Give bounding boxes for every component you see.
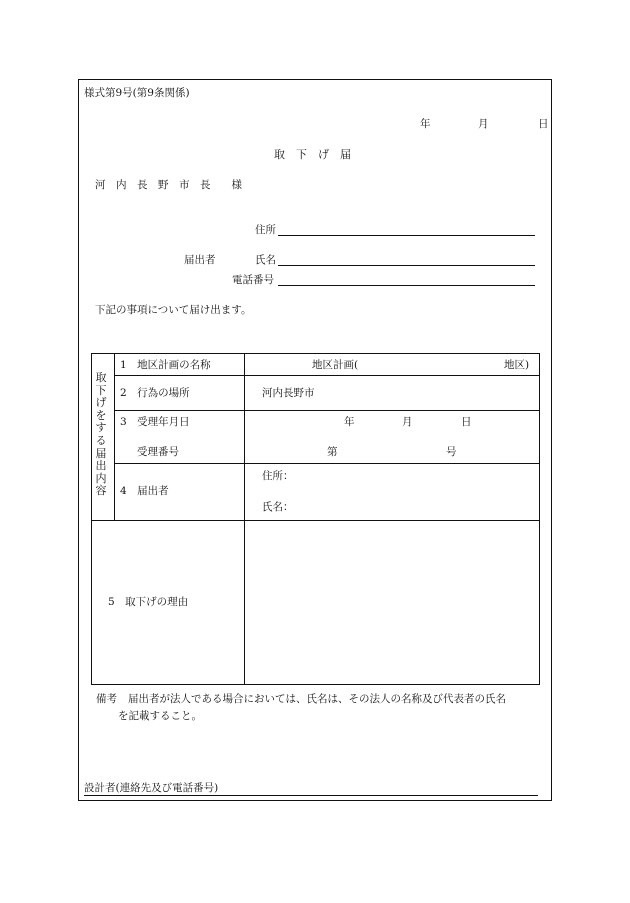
name-field[interactable] bbox=[278, 265, 535, 266]
row3-month: 月 bbox=[402, 416, 413, 428]
page-title: 取 下 げ 届 bbox=[274, 148, 351, 161]
row3-day: 日 bbox=[461, 416, 472, 428]
table-divider bbox=[114, 375, 540, 376]
table-side-label: 取下げをする届出内容 bbox=[95, 371, 107, 498]
row4-address-label: 住所： bbox=[262, 470, 294, 482]
table-divider bbox=[114, 353, 115, 520]
details-table bbox=[91, 353, 540, 685]
phone-label: 電話番号 bbox=[232, 274, 274, 286]
intro-text: 下記の事項について届け出ます。 bbox=[95, 304, 252, 316]
date-year: 年 bbox=[420, 118, 431, 130]
table-divider bbox=[91, 520, 540, 521]
name-label: 氏名 bbox=[255, 254, 276, 266]
remarks-heading: 備考 bbox=[96, 693, 117, 705]
form-number: 様式第9号(第9条関係) bbox=[84, 87, 190, 99]
row5-label: 5 取下げの理由 bbox=[108, 596, 189, 608]
table-divider bbox=[244, 353, 245, 685]
row3-num-prefix: 第 bbox=[327, 446, 338, 458]
table-divider bbox=[114, 463, 540, 464]
row3-year: 年 bbox=[344, 416, 355, 428]
row3-label: 3 受理年月日 bbox=[120, 416, 190, 428]
addressee: 河 内 長 野 市 長 様 bbox=[95, 179, 242, 191]
designer-field[interactable] bbox=[84, 795, 538, 796]
address-field[interactable] bbox=[278, 235, 535, 236]
remarks-line1: 届出者が法人である場合においては、氏名は、その法人の名称及び代表者の氏名 bbox=[128, 693, 506, 705]
row2-label: 2 行為の場所 bbox=[120, 387, 190, 399]
remarks-line2: を記載すること。 bbox=[118, 710, 202, 722]
date-month: 月 bbox=[478, 118, 489, 130]
row1-value-prefix: 地区計画( bbox=[312, 359, 359, 371]
applicant-label: 届出者 bbox=[184, 254, 216, 266]
row2-value: 河内長野市 bbox=[262, 387, 315, 399]
row3-sub-label: 受理番号 bbox=[137, 446, 179, 458]
address-label: 住所 bbox=[255, 224, 276, 236]
row4-name-label: 氏名： bbox=[262, 501, 294, 513]
row3-num-suffix: 号 bbox=[446, 446, 457, 458]
table-divider bbox=[114, 410, 540, 411]
designer-label: 設計者(連絡先及び電話番号) bbox=[84, 782, 219, 794]
date-day: 日 bbox=[538, 118, 549, 130]
row4-label: 4 届出者 bbox=[120, 485, 169, 497]
row1-label: 1 地区計画の名称 bbox=[120, 359, 211, 371]
phone-field[interactable] bbox=[278, 285, 535, 286]
row1-value-suffix: 地区) bbox=[504, 359, 530, 371]
